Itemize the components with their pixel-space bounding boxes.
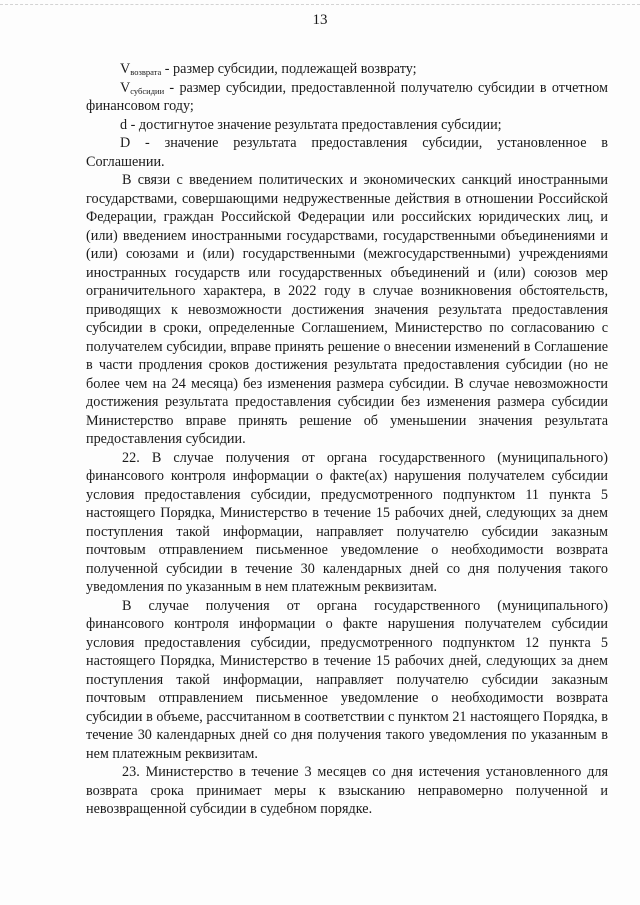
paragraph-item-23: 23. Министерство в течение 3 месяцев со дня истечения установленного для возврата срока принимает меры к взысканию неправомерно полученной и невозвращенной субсидии в судебном порядке. xyxy=(86,764,608,817)
document-body xyxy=(86,60,608,819)
definition-text: - достигнутое значение результата предоставления субсидии; xyxy=(127,116,502,133)
definition-v-return xyxy=(86,60,608,79)
paragraph-item-22: 22. В случае получения от органа государственного (муниципального) финансового контроля информации о факте(ах) нарушения получателем субсидии условия предоставления субсидии, предусмотренного подпунктом 11 пункта 5 настоящего Порядка, Министерство в течение 15 рабочих дней, следующих за днем поступления такой информации, направляет получателю субсидии заказным почтовым отправлением письменное уведомление о необходимости возврата полученной субсидии в течение 30 календарных дней со дня получения такого уведомления по указанным в нем платежным реквизитам. xyxy=(86,449,608,595)
definition-text: - размер субсидии, подлежащей возврату; xyxy=(161,61,417,77)
definition-subscript: субсидии xyxy=(130,85,165,96)
definition-symbol: d xyxy=(120,116,128,133)
scan-edge-artifact xyxy=(0,4,640,7)
definition-d-achieved xyxy=(86,116,608,135)
definition-symbol: V xyxy=(120,61,131,77)
definition-d-established xyxy=(86,134,608,171)
definition-text: - размер субсидии, предоставленной получателю субсидии в отчетном финансовом году; xyxy=(86,79,608,114)
definition-symbol: D xyxy=(120,135,131,151)
page-number: 13 xyxy=(312,12,328,28)
definition-text: - значение результата предоставления субсидии, установленное в Соглашении. xyxy=(86,135,608,170)
definition-symbol: V xyxy=(120,79,131,96)
paragraph-sanctions: В связи с введением политических и экономических санкций иностранными государствами, совершающими недружественные действия в отношении Российской Федерации, граждан Российской Федерации или российских юридических лиц, и (или) введением иностранными государствами, государственными объединениями и (или) союзами и (или) государственными (межгосударственными) учреждениями иностранных государств или государственных объединений и (или) союзов мер ограничительного характера, в 2022 году в случае возникновения обстоятельств, приводящих к невозможности достижения значения результата предоставления субсидии в сроки, определенные Соглашением, Министерство по согласованию с получателем субсидии, вправе принять решение о внесении изменений в Соглашение в части продления сроков достижения результата предоставления субсидии (но не более чем на 24 месяца) без изменения размера субсидии. В случае невозможности достижения результата предоставления субсидии без изменения размера субсидии Министерство вправе принять решение об уменьшении значения результата предоставления субсидии. xyxy=(86,172,608,447)
definition-subscript: возврата xyxy=(130,67,162,77)
definition-v-subsidy xyxy=(86,79,608,116)
paragraph-item-22-continued: В случае получения от органа государственного (муниципального) финансового контроля информации о факте нарушения получателем субсидии условия предоставления субсидии, предусмотренного подпунктом 12 пункта 5 настоящего Порядка, Министерство в течение 15 рабочих дней, следующих за днем поступления такой информации, направляет получателю субсидии заказным почтовым отправлением письменное уведомление о необходимости возврата субсидии в объеме, рассчитанном в соответствии с пунктом 21 настоящего Порядка, в течение 30 календарных дней со дня получения такого уведомления по указанным в нем платежным реквизитам. xyxy=(86,597,608,762)
